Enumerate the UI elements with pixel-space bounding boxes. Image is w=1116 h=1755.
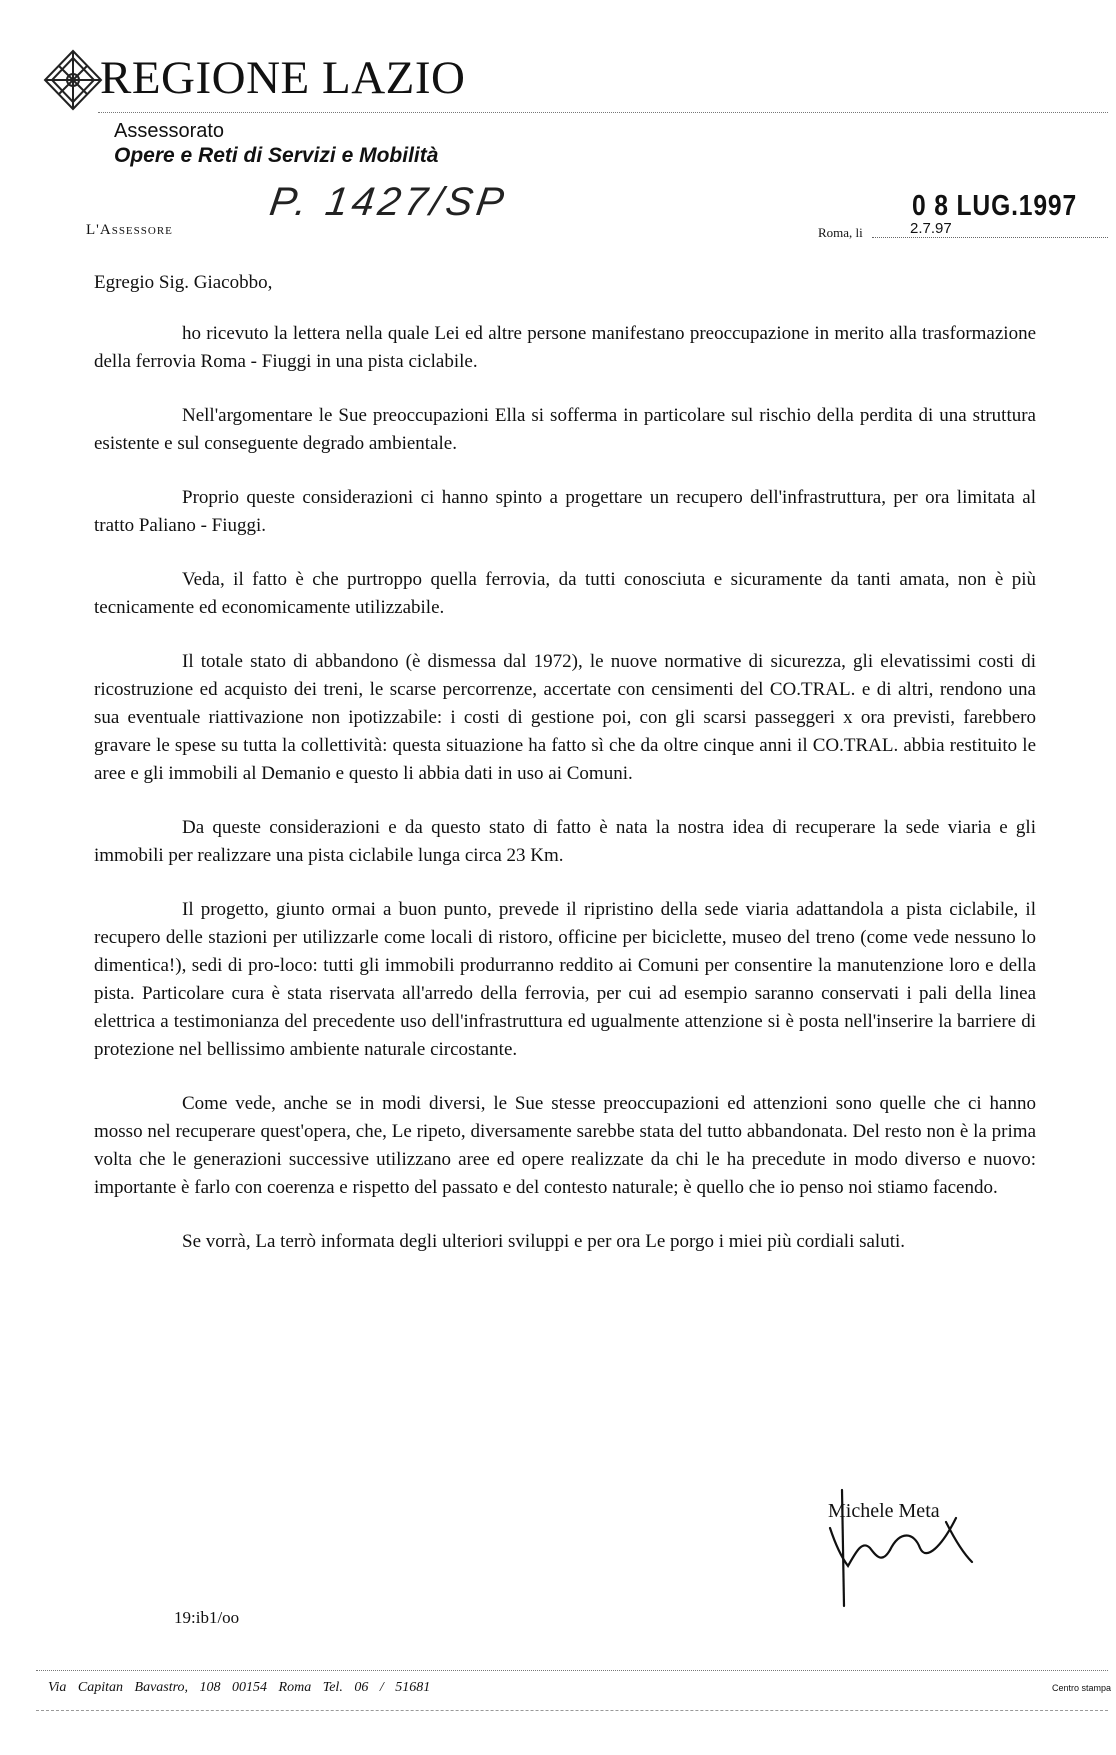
footer-rule-bottom: [36, 1710, 1108, 1711]
department-name: Opere e Reti di Servizi e Mobilità: [114, 144, 439, 167]
paragraph: Veda, il fatto è che purtroppo quella ferrovia, da tutti conosciuta e sicuramente da tanti amata, non è più tecnicamente ed economicamente utilizzabile.: [94, 569, 1036, 618]
protocol-number: P. 1427/SP: [266, 180, 511, 224]
place-label: Roma, li: [818, 225, 863, 240]
letter-date: 2.7.97: [872, 220, 1108, 238]
salutation: Egregio Sig. Giacobbo,: [94, 272, 273, 293]
paragraph: Come vede, anche se in modi diversi, le Sue stesse preoccupazioni ed attenzioni sono quelle che ci hanno mosso nel recuperare quest'opera, che, Le ripeto, diversamente sarebbe stata del tutto abbandonata. Del resto non è la prima volta che le generazioni successive utilizzano aree ed opere realizzate da chi le ha precedute in modo diverso e nuovo: importante è farlo con coerenza e rispetto del passato e del contesto naturale; è quello che io penso noi stiamo facendo.: [94, 1093, 1036, 1198]
reference-code: 19:ib1/oo: [174, 1608, 240, 1627]
assessore-label: L'Assessore: [86, 222, 173, 238]
footer-address: Via Capitan Bavastro, 108 00154 Roma Tel. 06 / 51681: [48, 1680, 431, 1695]
paragraph: ho ricevuto la lettera nella quale Lei ed altre persone manifestano preoccupazione in merito alla trasformazione della ferrovia Roma - Fiuggi in una pista ciclabile.: [94, 323, 1036, 372]
received-stamp: 0 8 LUG.1997: [912, 190, 1078, 222]
paragraph: Nell'argomentare le Sue preoccupazioni Ella si sofferma in particolare sul rischio della perdita di una struttura esistente e sul conseguente degrado ambientale.: [94, 405, 1036, 454]
signatory-name: Michele Meta: [828, 1500, 940, 1522]
paragraph: Il progetto, giunto ormai a buon punto, prevede il ripristino della sede viaria adattandola a pista ciclabile, il recupero delle stazioni per utilizzarle come locali di ristoro, officine per biciclette, museo del treno (come vede nessuno lo dimentica!), sedi di pro-loco: tutti gli immobili produrranno reddito ai Comuni per consentire la manutenzione loro e della pista. Particolare cura è stata riservata all'arredo della ferrovia, per cui ad esempio saranno conservati i pali della linea elettrica a testimonianza del precedente uso dell'infrastruttura ed ugualmente attenzione si è posta nell'inserire la barriere di protezione nel bellissimo ambiente naturale circostante.: [94, 899, 1036, 1060]
footer-rule: [36, 1670, 1108, 1671]
organization-name: REGIONE LAZIO: [100, 52, 466, 104]
assessorato-label: Assessorato: [114, 120, 225, 142]
paragraph: Il totale stato di abbandono (è dismessa dal 1972), le nuove normative di sicurezza, gli elevatissimi costi di ricostruzione ed acquisto dei treni, le scarse percorrenze, accertate con censimenti del CO.TRAL. e di altri, rendono una sua eventuale riattivazione non ipotizzabile: i costi di gestione poi, con gli scarsi passeggeri x ora previsti, farebbero gravare le spese su tutta la collettività: questa situazione ha fatto sì che da oltre cinque anni il CO.TRAL. abbia restituito le aree e gli immobili al Demanio e questo li abbia dati in uso ai Comuni.: [94, 651, 1036, 784]
letter-body: [94, 320, 1036, 1282]
regione-lazio-crest-icon: [40, 48, 106, 112]
paragraph: Proprio queste considerazioni ci hanno spinto a progettare un recupero dell'infrastruttura, per ora limitata al tratto Paliano - Fiuggi.: [94, 487, 1036, 536]
paragraph: Se vorrà, La terrò informata degli ulteriori sviluppi e per ora Le porgo i miei più cordiali saluti.: [182, 1231, 906, 1252]
printer-label: Centro stampa: [1052, 1683, 1112, 1693]
header-rule: [98, 112, 1108, 113]
paragraph: Da queste considerazioni e da questo stato di fatto è nata la nostra idea di recuperare la sede viaria e gli immobili per realizzare una pista ciclabile lunga circa 23 Km.: [94, 817, 1036, 866]
